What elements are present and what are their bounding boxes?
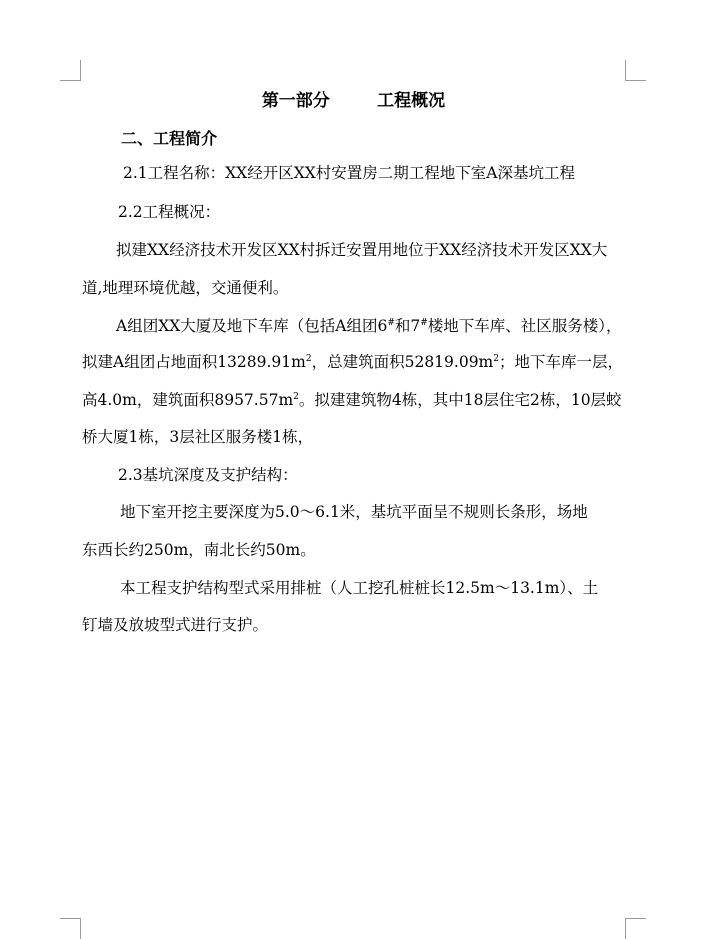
para2-line1-mid: 和7	[394, 317, 421, 335]
para2-line1-a: A组团XX大厦及地下车库（包括A组团6	[116, 317, 388, 335]
crop-mark-top-right-v	[625, 60, 626, 81]
para4-line1: 本工程支护结构型式采用排桩（人工挖孔桩桩长12.5m～13.1m）、土	[120, 579, 599, 597]
title-part: 第一部分	[261, 91, 330, 111]
para2-line1-sup2: #	[420, 318, 428, 328]
para2-line2-a: 拟建A组团占地面积13289.91m	[82, 353, 306, 371]
para2-line1	[116, 316, 622, 336]
para2-line3	[82, 390, 622, 410]
para4-line2: 钉墙及放坡型式进行支护。	[82, 616, 269, 634]
para2-line3-sup: 2	[293, 392, 299, 402]
item-2-2: 2.2工程概况：	[118, 203, 221, 221]
section-heading: 二、工程简介	[121, 129, 218, 148]
para1-line2: 道,地理环境优越，交通便利。	[82, 279, 289, 297]
para2-line3-b: 。拟建建筑物4栋，其中18层住宅2栋，10层蛟	[298, 391, 622, 409]
crop-mark-top-left-h	[60, 80, 81, 81]
para2-line1-end: 楼地下车库、社区服务楼），	[427, 317, 622, 335]
para2-line2	[82, 352, 623, 372]
crop-mark-bottom-left-h	[60, 918, 81, 919]
para2-line1-sup1: #	[387, 318, 395, 328]
crop-mark-top-right-h	[625, 80, 646, 81]
page-title	[0, 86, 707, 111]
para1-line1: 拟建XX经济技术开发区XX村拆迁安置用地位于XX经济技术开发区XX大	[116, 241, 608, 259]
para2-line2-b: ，总建筑面积52819.09m	[311, 353, 494, 371]
para3-line1: 地下室开挖主要深度为5.0～6.1米，基坑平面呈不规则长条形，场地	[120, 503, 588, 521]
crop-mark-bottom-right-v	[625, 918, 626, 939]
item-2-3: 2.3基坑深度及支护结构：	[118, 466, 298, 484]
para2-line4: 桥大厦1栋，3层社区服务楼1栋，	[82, 428, 314, 446]
para2-line2-c: ；地下车库一层，	[498, 353, 623, 371]
item-2-1: 2.1工程名称：XX经开区XX村安置房二期工程地下室A深基坑工程	[123, 164, 575, 182]
para3-line2: 东西长约250m，南北长约50m。	[82, 541, 316, 559]
para2-line2-sup2: 2	[493, 354, 499, 364]
para2-line3-a: 高4.0m，建筑面积8957.57m	[82, 391, 294, 409]
para2-line2-sup1: 2	[305, 354, 312, 364]
crop-mark-bottom-left-v	[80, 918, 81, 939]
title-name: 工程概况	[377, 91, 446, 111]
crop-mark-bottom-right-h	[625, 918, 646, 919]
crop-mark-top-left-v	[80, 60, 81, 81]
